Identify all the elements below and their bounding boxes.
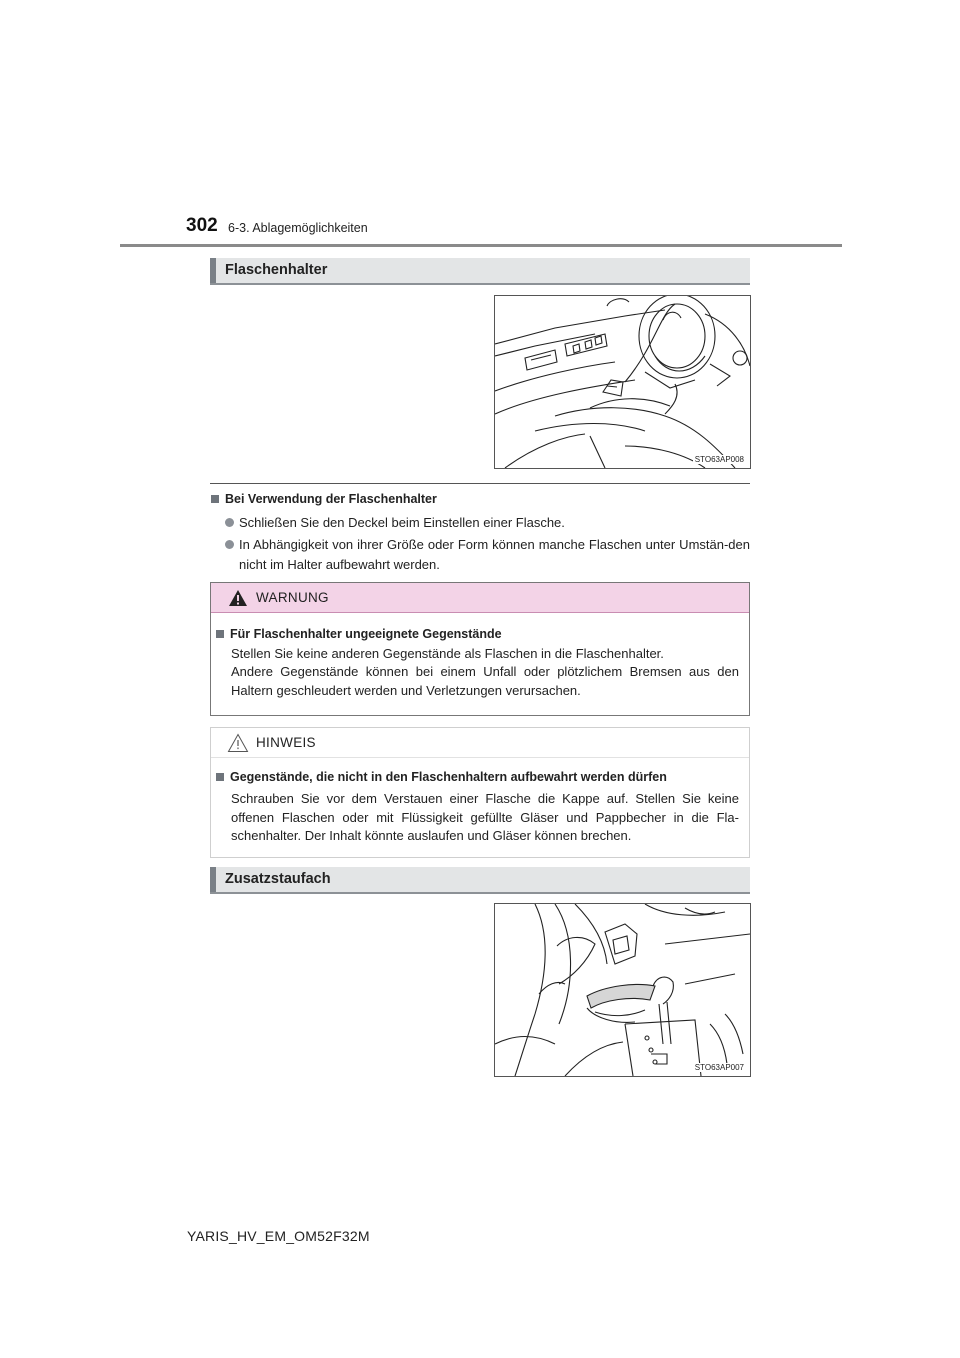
warning-label: WARNUNG bbox=[256, 590, 329, 605]
divider-rule bbox=[210, 483, 750, 484]
warning-paragraph: Andere Gegenstände können bei einem Unfall oder plötzlichem Bremsen aus den Haltern geschleudert werden und Verletzungen verursachen. bbox=[231, 664, 739, 698]
page-number: 302 bbox=[186, 215, 218, 236]
usage-heading: Bei Verwendung der Flaschenhalter bbox=[211, 492, 437, 506]
warning-box bbox=[210, 582, 750, 716]
section-bar-flaschenhalter bbox=[210, 258, 750, 285]
section-bar-zusatzstaufach bbox=[210, 867, 750, 894]
figure-bottle-holder bbox=[494, 295, 751, 469]
square-bullet-icon bbox=[216, 630, 224, 638]
header-rule bbox=[120, 244, 842, 247]
warning-triangle-icon bbox=[228, 589, 248, 607]
usage-item: Schließen Sie den Deckel beim Einstellen einer Flasche. bbox=[225, 513, 750, 533]
circle-bullet-icon bbox=[225, 518, 234, 527]
figure-storage-tray bbox=[494, 903, 751, 1077]
section-title-flaschenhalter: Flaschenhalter bbox=[225, 262, 328, 278]
notice-header bbox=[211, 728, 749, 758]
section-accent bbox=[210, 258, 216, 283]
usage-item: In Abhängigkeit von ihrer Größe oder Form können manche Flaschen unter Umstän-den nicht im Halter aufbewahrt werden. bbox=[225, 535, 750, 575]
section-title-zusatzstaufach: Zusatzstaufach bbox=[225, 871, 331, 887]
notice-paragraph: Schrauben Sie vor dem Verstauen einer Flasche die Kappe auf. Stellen Sie keine offenen Flaschen oder mit Flüssigkeit gefüllte Gläser und Pappbecher in die Fla-schenhalter. Der Inhalt könnte auslaufen und Gläser können brechen. bbox=[231, 791, 739, 843]
warning-header bbox=[211, 583, 749, 613]
storage-tray-illustration bbox=[495, 904, 750, 1076]
section-accent bbox=[210, 867, 216, 892]
document-code: YARIS_HV_EM_OM52F32M bbox=[187, 1228, 370, 1244]
notice-box bbox=[210, 727, 750, 858]
notice-label: HINWEIS bbox=[256, 735, 316, 750]
notice-triangle-icon bbox=[227, 733, 249, 753]
square-bullet-icon bbox=[216, 773, 224, 781]
notice-heading: Gegenstände, die nicht in den Flaschenhaltern aufbewahrt werden dürfen bbox=[216, 770, 667, 784]
chapter-title: 6-3. Ablagemöglichkeiten bbox=[228, 221, 368, 235]
figure-code: STO63AP007 bbox=[694, 1063, 744, 1072]
warning-heading: Für Flaschenhalter ungeeignete Gegenstände bbox=[216, 627, 502, 641]
square-bullet-icon bbox=[211, 495, 219, 503]
warning-paragraph: Stellen Sie keine anderen Gegenstände als Flaschen in die Flaschenhalter. bbox=[231, 646, 664, 661]
figure-code: STO63AP008 bbox=[694, 455, 744, 464]
circle-bullet-icon bbox=[225, 540, 234, 549]
bottle-holder-illustration bbox=[495, 296, 750, 468]
